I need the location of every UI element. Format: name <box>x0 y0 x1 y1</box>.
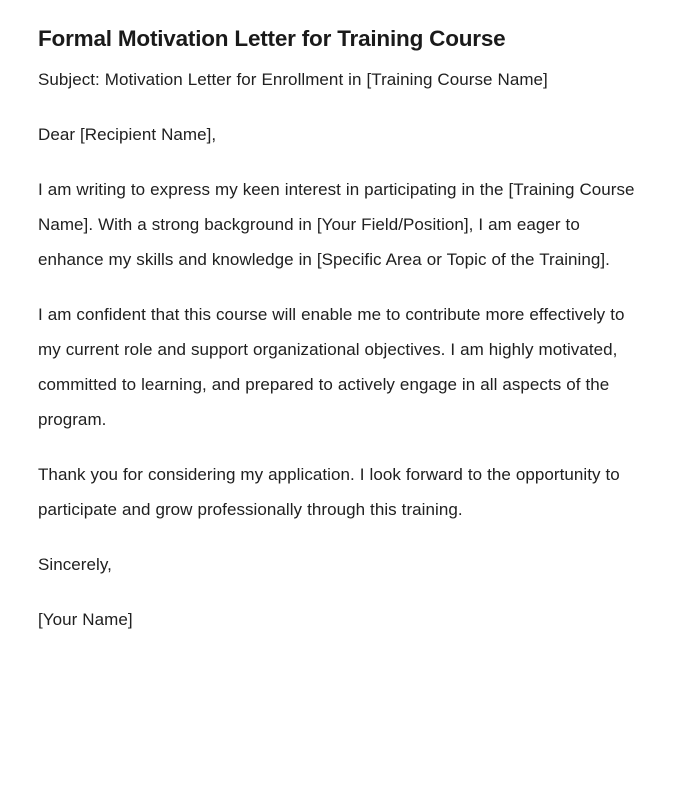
letter-body <box>38 62 662 637</box>
closing-line: Sincerely, <box>38 555 112 574</box>
subject-line: Subject: Motivation Letter for Enrollment in [Training Course Name] <box>38 70 548 89</box>
body-paragraph-2: I am confident that this course will enable me to contribute more effectively to my current role and support organizational objectives. I am highly motivated, committed to learning, and prepared to actively engage in all aspects of the program. <box>38 305 625 429</box>
salutation-line: Dear [Recipient Name], <box>38 125 217 144</box>
body-paragraph-1: I am writing to express my keen interest in participating in the [Training Course Name]. With a strong background in [Your Field/Position], I am eager to enhance my skills and knowledge in [Specific Area or Topic of the Training]. <box>38 180 635 269</box>
signature-line: [Your Name] <box>38 610 133 629</box>
page-title: Formal Motivation Letter for Training Course <box>38 26 506 51</box>
body-paragraph-3: Thank you for considering my application. I look forward to the opportunity to participate and grow professionally through this training. <box>38 465 620 519</box>
